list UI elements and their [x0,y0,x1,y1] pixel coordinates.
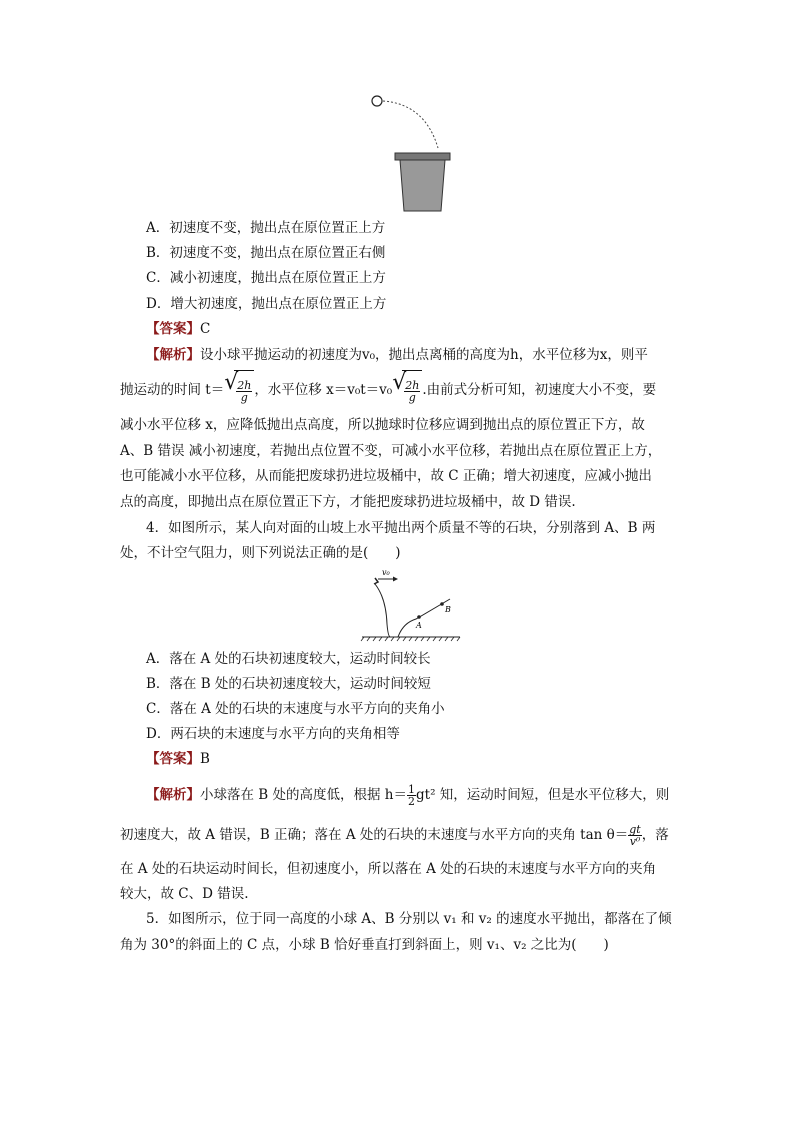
frac-num: 2h [237,379,252,392]
arrow-head [393,577,398,582]
q4-option-a: A．落在 A 处的石块初速度较大，运动时间较长 [146,651,431,667]
point-b-dot [440,602,444,606]
q5-stem-line2: 角为 30°的斜面上的 C 点，小球 B 恰好垂直打到斜面上，则 v₁、v₂ 之比为( ) [120,937,609,953]
fraction [407,784,416,807]
person-figure [374,578,378,584]
q4-analysis-line1 [146,780,669,810]
trajectory [383,101,438,148]
v0-label: v₀ [382,568,390,577]
q3-analysis-line5: 也可能减小水平位移，从而能把废球扔进垃圾桶中，故 C 正确；增大初速度，应减小抛出 [120,468,652,484]
ball-bucket-figure [360,90,460,215]
q3-option-c: C．减小初速度，抛出点在原位置正上方 [146,270,386,286]
analysis-text: 设小球平抛运动的初速度为v₀，抛出点离桶的高度为h，水平位移为x，则平 [200,347,648,363]
ball [372,96,382,106]
analysis-text: ，水平位移 x＝v₀t＝v₀ [254,382,393,398]
frac-den: g [408,391,416,404]
q4-option-c: C．落在 A 处的石块的末速度与水平方向的夹角小 [146,701,445,717]
hillside-figure [360,566,465,646]
answer-tag: 【答案】 [146,321,200,337]
q3-option-d: D．增大初速度，抛出点在原位置正上方 [146,296,387,312]
q5-stem-line1: 5．如图所示，位于同一高度的小球 A、B 分别以 v₁ 和 v₂ 的速度水平抛出，都落在了倾 [146,911,672,927]
analysis-text: 抛运动的时间 t＝ [120,382,225,398]
analysis-text: 小球落在 B 处的高度低，根据 h＝ [200,787,407,803]
q3-analysis-line6: 点的高度，即抛出点在原位置正下方，才能把废球扔进垃圾桶中，故 D 错误. [120,494,576,510]
cliff-edge [375,584,390,637]
q4-stem-line1: 4．如图所示，某人向对面的山坡上水平抛出两个质量不等的石块，分别落到 A、B 两 [146,520,656,536]
analysis-text: 初速度大，故 A 错误，B 正确；落在 A 处的石块的末速度与水平方向的夹角 tan θ＝ [120,827,629,843]
q3-analysis-line1 [146,345,648,365]
q3-analysis-line4: A、B 错误 减小初速度，若抛出点位置不变，可减小水平位移，若抛出点在原位置正上方， [120,443,662,459]
frac-num: 2h [405,379,420,392]
analysis-tag: 【解析】 [146,787,200,803]
answer-tag: 【答案】 [146,751,200,767]
analysis-text: ，落 [641,827,669,843]
analysis-tag: 【解析】 [146,347,200,363]
point-a-dot [417,615,421,619]
q4-option-b: B．落在 B 处的石块初速度较大，运动时间较短 [146,676,431,692]
fraction [628,824,641,847]
ground-hatch [361,637,460,641]
q3-option-b: B．初速度不变，抛出点在原位置正右侧 [146,245,386,261]
q3-option-a: A．初速度不变，抛出点在原位置正上方 [146,220,386,236]
frac-num: 1 [408,783,415,796]
label-a: A [416,621,422,630]
q3-analysis-line2 [120,370,656,410]
frac-num: gt [629,823,641,836]
frac-den: v⁰ [629,835,641,848]
q4-stem-line2: 处，不计空气阻力，则下列说法正确的是( ) [120,545,401,561]
analysis-text: gt² 知，运动时间短，但是水平位移大，则 [416,787,670,803]
sqrt-expr: √ $\frac{2h}{g}$ [392,370,422,411]
q4-analysis-line4: 较大，故 C、D 错误. [120,886,249,902]
q4-analysis-line2 [120,820,669,850]
bucket-body [400,160,445,211]
sqrt-expr: √ $\frac{2h}{g}$ [224,370,254,411]
answer-value: B [200,751,210,767]
q4-answer [146,749,210,769]
frac-den: 2 [408,795,415,808]
bucket-rim [395,153,450,160]
analysis-text: .由前式分析可知，初速度大小不变，要 [422,382,657,398]
label-b: B [445,605,451,614]
q4-option-d: D．两石块的末速度与水平方向的夹角相等 [146,726,400,742]
q4-analysis-line3: 在 A 处的石块运动时间长，但初速度小，所以落在 A 处的石块的末速度与水平方向的夹角 [120,861,657,877]
frac-den: g [240,391,248,404]
answer-value: C [200,321,211,337]
q3-analysis-line3: 减小水平位移 x，应降低抛出点高度，所以抛球时位移应调到抛出点的原位置正下方，故 [120,417,645,433]
q3-answer [146,319,210,339]
